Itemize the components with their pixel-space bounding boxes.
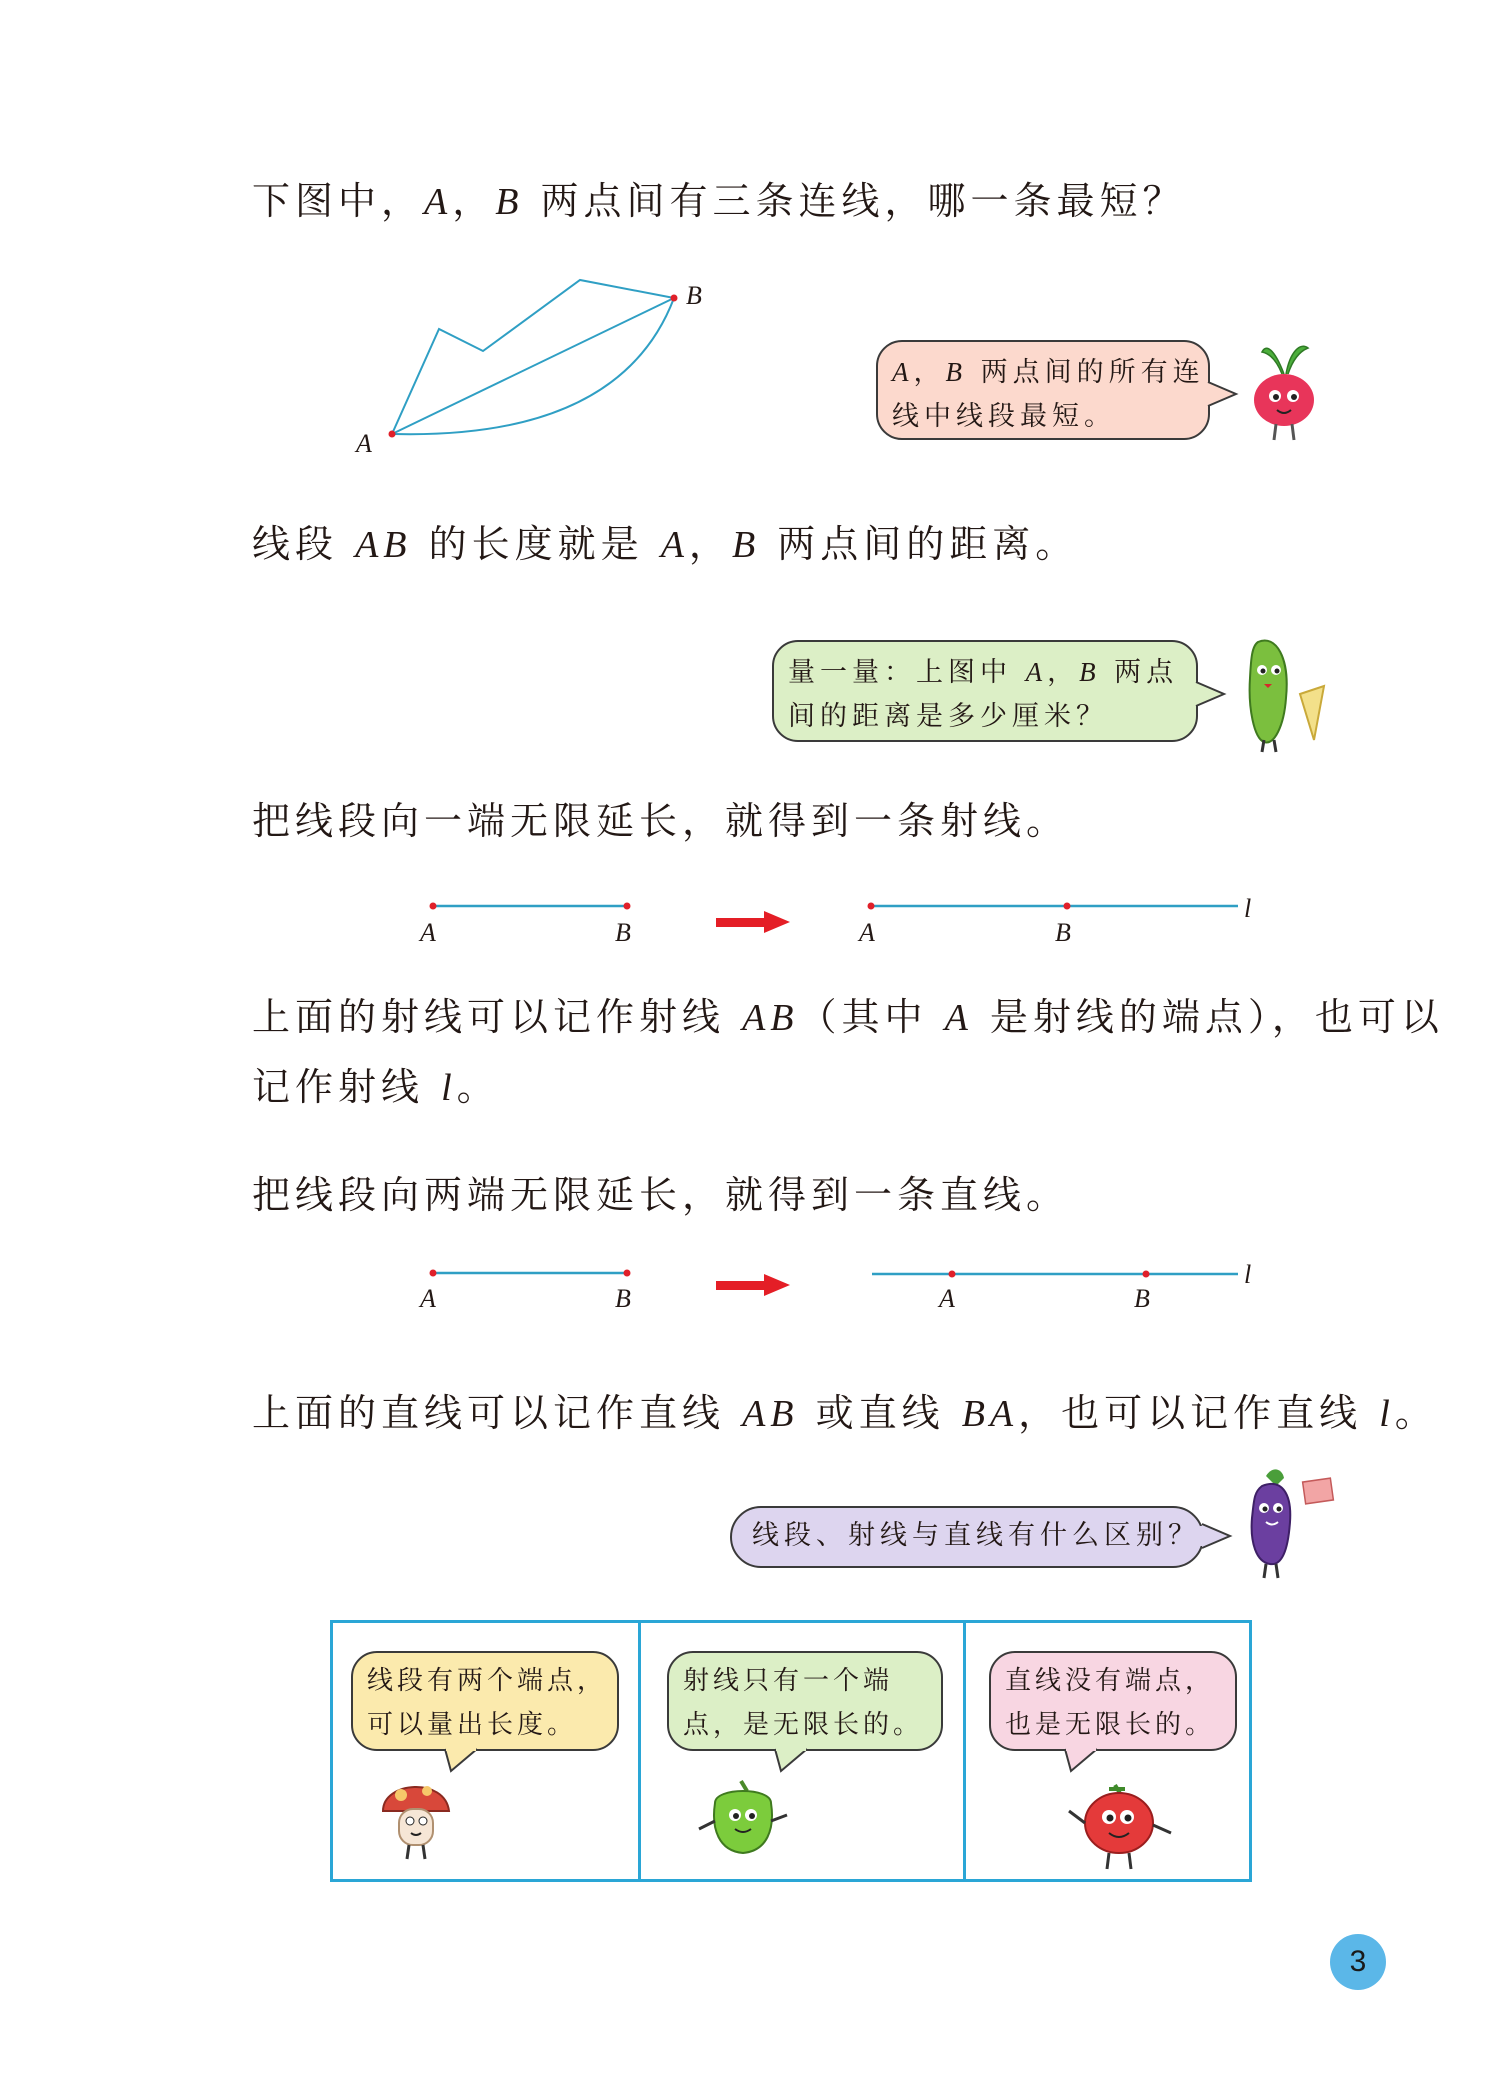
ray-definition: 把线段向一端无限延长，就得到一条射线。	[252, 799, 1070, 843]
text-run: ，	[688, 522, 732, 566]
speech-bubble-pea	[772, 640, 1198, 742]
bubble-tail	[1206, 380, 1240, 410]
text-run: 上面的射线可以记作射线	[252, 995, 743, 1039]
line-notation	[252, 1378, 1438, 1449]
bubble-tail	[773, 1747, 813, 1775]
column-divider	[963, 1623, 966, 1879]
speech-bubble-radish	[876, 340, 1210, 440]
text-run: A	[892, 357, 914, 387]
bubble-line: 直线没有端点，	[1005, 1666, 1216, 1696]
text-run: BA	[961, 1393, 1019, 1435]
speech-bubble-line	[989, 1651, 1237, 1751]
speech-bubble-eggplant	[730, 1506, 1204, 1568]
text-run: B	[1079, 657, 1101, 687]
right-arrow-icon	[716, 1274, 790, 1296]
eggplant-mascot-icon	[1236, 1464, 1336, 1580]
speech-bubble-segment	[351, 1651, 619, 1751]
distance-definition	[252, 509, 1078, 580]
bubble-tail	[1200, 1522, 1234, 1552]
line-definition: 把线段向两端无限延长，就得到一条直线。	[252, 1173, 1070, 1217]
text-run: A	[660, 524, 689, 566]
page-number: 3	[1330, 1934, 1386, 1990]
text-run: ，	[913, 357, 946, 388]
text-run: （其中	[798, 995, 945, 1039]
text-run: 两点间有三条连线，哪一条最短？	[523, 179, 1186, 223]
bubble-line: 也是无限长的。	[1005, 1710, 1216, 1740]
ray-notation-line1	[252, 982, 1444, 1053]
text-run: A	[944, 997, 973, 1039]
text-run: AB	[355, 524, 412, 566]
bubble-line	[892, 350, 1205, 395]
bubble-line	[788, 650, 1182, 695]
right-arrow-icon	[716, 911, 790, 933]
tomato-mascot-icon	[1063, 1773, 1183, 1873]
bubble-line: 线中线段最短。	[892, 401, 1116, 432]
text-run: 的长度就是	[411, 522, 661, 566]
text-run: 记作射线	[252, 1065, 442, 1109]
figure-ray	[418, 894, 1251, 947]
point-b	[624, 1270, 631, 1277]
column-divider	[638, 1623, 641, 1879]
text-run: AB	[742, 997, 799, 1039]
label-b: B	[686, 281, 702, 310]
bubble-line: 可以量出长度。	[367, 1710, 578, 1740]
text-run: B	[945, 357, 967, 387]
point-b	[1064, 903, 1071, 910]
text-run: 。	[1394, 1391, 1438, 1435]
text-run: l	[1379, 1393, 1395, 1435]
label-b: B	[1055, 918, 1071, 947]
bubble-line: 射线只有一个端	[683, 1666, 894, 1696]
broken-line-path	[392, 280, 674, 434]
pea-pod-mascot-icon	[1228, 628, 1332, 754]
text-run: 两点间的距离。	[760, 522, 1079, 566]
bubble-tail	[1194, 680, 1228, 710]
label-b: B	[615, 918, 631, 947]
text-run: 两点	[1100, 657, 1179, 688]
text-run: 。	[456, 1065, 500, 1109]
bubble-line: 线段有两个端点，	[367, 1666, 608, 1696]
text-run: 上面的直线可以记作直线	[252, 1391, 743, 1435]
text-run: 量一量：上图中	[788, 657, 1026, 688]
point-a	[949, 1271, 956, 1278]
text-run: l	[441, 1067, 457, 1109]
label-a: A	[859, 918, 875, 947]
label-a: A	[420, 918, 436, 947]
text-run: B	[731, 524, 761, 566]
radish-mascot-icon	[1244, 338, 1324, 442]
mushroom-mascot-icon	[375, 1771, 465, 1871]
text-run: ，也可以记作直线	[1018, 1391, 1380, 1435]
bubble-line: 线段、射线与直线有什么区别？	[752, 1520, 1200, 1551]
text-run: A	[424, 181, 453, 223]
label-l: l	[1244, 1260, 1252, 1289]
label-b: B	[615, 1284, 631, 1313]
text-run: 或直线	[798, 1391, 962, 1435]
point-a	[430, 1270, 437, 1277]
point-b	[624, 903, 631, 910]
bubble-line: 间的距离是多少厘米？	[788, 701, 1108, 732]
text-run: ，	[452, 179, 496, 223]
text-run: B	[495, 181, 524, 223]
point-a	[868, 903, 875, 910]
text-run: A	[1025, 657, 1048, 687]
text-run: AB	[742, 1393, 799, 1435]
straight-segment-ab	[392, 298, 674, 434]
text-run: 下图中，	[252, 179, 425, 223]
figure-line	[418, 1260, 1251, 1313]
text-run: ，	[1047, 657, 1080, 688]
label-b: B	[1134, 1284, 1150, 1313]
bubble-line: 点，是无限长的。	[683, 1710, 924, 1740]
point-a	[430, 903, 437, 910]
ray-notation-line2	[252, 1052, 500, 1123]
bubble-tail	[1063, 1747, 1103, 1775]
speech-bubble-ray	[667, 1651, 943, 1751]
label-l: l	[1244, 894, 1252, 923]
label-a: A	[356, 429, 372, 458]
text-run: 是射线的端点），也可以	[972, 995, 1444, 1039]
label-a: A	[420, 1284, 436, 1313]
figure-three-paths	[354, 280, 702, 458]
point-b	[1143, 1271, 1150, 1278]
comparison-table	[330, 1620, 1252, 1882]
text-run: 两点间的所有连	[967, 357, 1205, 388]
text-run: 线段	[252, 522, 356, 566]
point-a	[389, 431, 396, 438]
label-a: A	[939, 1284, 955, 1313]
point-b	[671, 295, 678, 302]
pepper-mascot-icon	[689, 1773, 799, 1869]
